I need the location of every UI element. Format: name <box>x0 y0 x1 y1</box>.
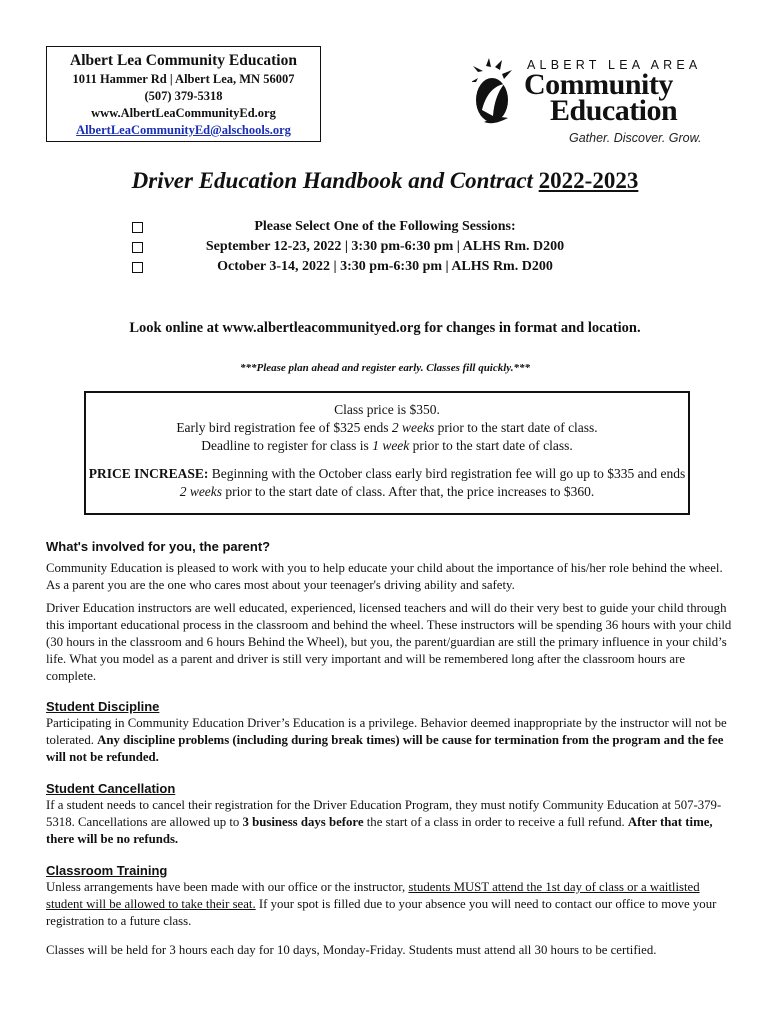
price-increase-note: PRICE INCREASE: Beginning with the October class early bird registration fee will go up to $335 and ends 2 weeks prior to the start date of class. After that, the price increases to $360. <box>88 466 686 499</box>
plan-note: ***Please plan ahead and register early. Classes fill quickly.*** <box>239 362 531 374</box>
parent-paragraph-2: Driver Education instructors are well educated, experienced, licensed teachers and will do their very best to guide your child through this important educational process in the classroom and behind the wheel. These instructors will be spending 36 hours with your child (30 hours in the classroom and 6 hours Behind the Wheel), but you, the parent/guardian are still the primary influence in your child’s life. What you model as a parent and driver is still very important and will be remembered long after the classroom hours are complete. <box>46 601 732 683</box>
logo-word-education: Education <box>550 94 678 127</box>
early-bird-line: Early bird registration fee of $325 ends 2 weeks prior to the start date of class. <box>176 420 598 435</box>
phone: (507) 379-5318 <box>144 89 223 103</box>
discipline-text: Participating in Community Education Driver’s Education is a privilege. Behavior deemed inappropriate by the instructor will not be tolerated. Any discipline problems (including during break times) will be cause for termination from the program and the fee will not be refunded. <box>46 716 727 764</box>
classroom-text: Unless arrangements have been made with our office or the instructor, students MUST attend the 1st day of class or a waitlisted student will be allowed to take their seat. If your spot is filled due to your absence you will need to contact our office to move your registration to a future class. <box>46 880 717 928</box>
online-note: Look online at www.albertleacommunityed.org for changes in format and location. <box>129 320 641 336</box>
title-main: Driver Education Handbook and Contract <box>131 168 533 193</box>
email-link[interactable]: AlbertLeaCommunityEd@alschools.org <box>76 123 291 137</box>
price-box <box>84 391 690 515</box>
parent-heading: What's involved for you, the parent? <box>46 539 271 554</box>
contact-box <box>46 46 321 142</box>
classroom-heading: Classroom Training <box>46 863 168 878</box>
page-title <box>0 168 770 194</box>
org-name: Albert Lea Community Education <box>70 52 297 69</box>
title-year: 2022-2023 <box>538 168 639 193</box>
cancellation-text: If a student needs to cancel their registration for the Driver Education Program, they must notify Community Education at 507-379-5318. Cancellations are allowed up to 3 business days before the start of a class in order to receive a full refund. After that time, there will be no refunds. <box>46 798 722 846</box>
classroom-schedule: Classes will be held for 3 hours each day for 10 days, Monday-Friday. Students must attend all 30 hours to be certified. <box>46 943 657 957</box>
logo-word-community: Community <box>524 68 673 101</box>
cancellation-section <box>46 780 736 848</box>
discipline-section <box>46 698 736 766</box>
community-education-logo <box>472 52 734 150</box>
website[interactable]: www.AlbertLeaCommunityEd.org <box>91 106 276 120</box>
parent-paragraph-1: Community Education is pleased to work with you to help educate your child about the importance of his/her role behind the wheel. As a parent you are the one who cares most about your teenager's driving ability and safety. <box>46 561 723 592</box>
sun-figure-icon <box>472 58 532 128</box>
logo-top-line: ALBERT LEA AREA <box>527 58 702 72</box>
discipline-heading: Student Discipline <box>46 699 160 714</box>
address: 1011 Hammer Rd | Albert Lea, MN 56007 <box>72 72 295 86</box>
sessions-prompt: Please Select One of the Following Sessions: <box>254 219 516 234</box>
deadline-line: Deadline to register for class is 1 week prior to the start date of class. <box>201 438 573 453</box>
classroom-section <box>46 862 736 959</box>
cancellation-heading: Student Cancellation <box>46 781 176 796</box>
price-line: Class price is $350. <box>334 402 440 417</box>
parent-section <box>46 538 736 685</box>
session-option-october: October 3-14, 2022 | 3:30 pm-6:30 pm | ALHS Rm. D200 <box>217 259 553 274</box>
logo-tagline: Gather. Discover. Grow. <box>569 131 702 145</box>
session-option-september: September 12-23, 2022 | 3:30 pm-6:30 pm | ALHS Rm. D200 <box>205 239 565 254</box>
